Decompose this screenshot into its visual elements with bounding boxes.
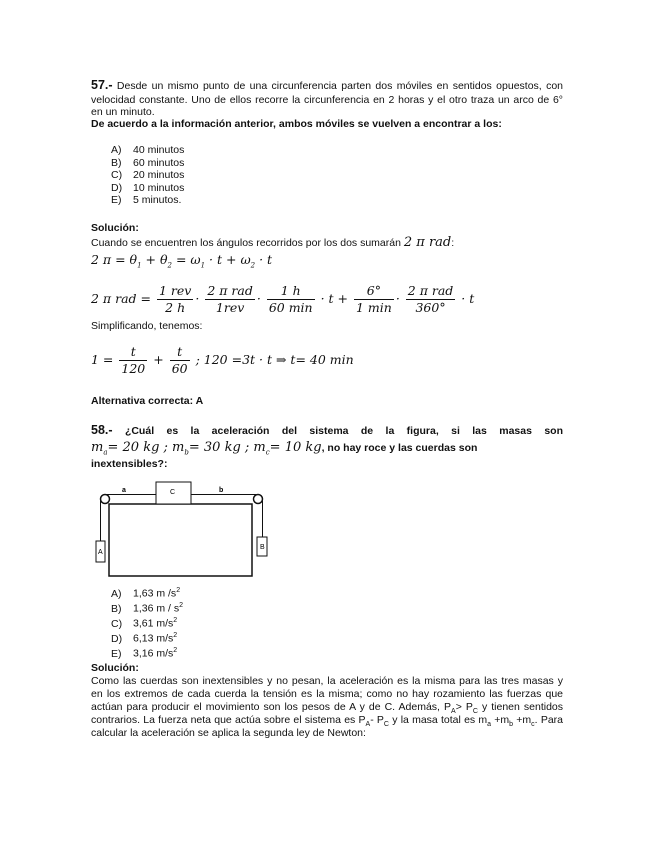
label-block-a: A: [98, 549, 103, 556]
fraction: $\frac{1 h}{60 \min}$: [268, 283, 313, 315]
q58-solution-title: Solución:: [91, 662, 139, 674]
q58-solution-line1: Como las cuerdas son inextensibles y no pesan, la aceleración es la misma para las tres masas y: [91, 675, 563, 687]
left-pulley: [101, 495, 110, 504]
label-rope-a: a: [122, 487, 126, 494]
label-block-b: B: [260, 544, 265, 551]
q57-number: 57.-: [91, 78, 113, 92]
fraction: $\frac{\text{2 π rad}}{\text{1rev}}$: [207, 283, 253, 315]
q57-statement-line1: [91, 79, 563, 93]
fraction: $\frac{t}{120}$: [121, 344, 146, 376]
q57-equation-1: 2 $\pi = \theta_1 + \theta_2 = \omega_1 \cdot t + \omega_2 \cdot t$: [91, 252, 273, 270]
q58-number: 58.-: [91, 423, 113, 437]
q57-simplify-text: Simplificando, tenemos:: [91, 320, 203, 332]
masses-expression: $m_a= 20$ kg ; $m_b= 30$ kg ; $m_c= 10$ kg: [91, 440, 322, 457]
q58-prompt-line3: inextensibles?:: [91, 458, 168, 470]
q58-option-c[interactable]: C) 3,61 $m/s^2$: [111, 617, 178, 630]
q58-solution-line4: contrarios. La fuerza neta que actúa sobre el sistema es $P_A-$ $P_C$ y la masa total es $m_a +m_b +m_c$. Para: [91, 714, 563, 729]
q57-solution-intro: Cuando se encuentren los ángulos recorridos por los dos sumarán 2 π rad:: [91, 235, 455, 250]
q58-options: [111, 585, 183, 660]
q57-option-c[interactable]: C) 20 minutos: [111, 169, 185, 182]
q57-correct-answer: Alternativa correcta: A: [91, 395, 204, 407]
q58-solution-line2: en los extremos de cada cuerda la tensión es la misma; como no hay rozamiento las fuerzas que: [91, 688, 563, 700]
label-block-c: C: [170, 489, 176, 496]
q57-options: [111, 144, 184, 207]
fraction: $\frac{6^\circ}{1 \min}$: [355, 283, 392, 315]
q57-option-d[interactable]: D) 10 minutos: [111, 181, 185, 194]
q57-text-line1: Desde un mismo punto de una circunferencia parten dos móviles en sentidos opuestos, con: [116, 80, 564, 92]
two-pi-rad: 2 π rad: [403, 235, 452, 250]
right-pulley: [254, 495, 263, 504]
fraction: $\frac{\text{2 π rad}}{360^\circ}$: [407, 283, 454, 315]
q57-text-line2: velocidad constante. Uno de ellos recorre la circunferencia en 2 horas y el otro traza un arco de 6°: [91, 94, 563, 106]
q57-equation-3: 1 = $\frac{t}{120}$ + $\frac{t}{60}$ ; 120 =3t · t ⇒ t= 40 min: [91, 344, 354, 376]
q58-option-a[interactable]: A) 1,63 m $/s^2$: [111, 587, 181, 600]
q57-prompt: De acuerdo a la información anterior, ambos móviles se vuelven a encontrar a los:: [91, 118, 502, 130]
fraction: $\frac{t}{60}$: [171, 344, 188, 376]
q57-option-e[interactable]: E) 5 minutos.: [111, 194, 182, 207]
q58-solution-line5: calcular la aceleración se aplica la segunda ley de Newton:: [91, 727, 366, 739]
pulley-system-figure: [92, 478, 274, 582]
q57-equation-2: 2 π rad = $\frac{\text{1 rev}}{2 h}$ · $\frac{\text{2 π rad}}{\text{1rev}}$ · $\frac{1 h}{60 \min}$ · t + $\frac{6^\circ}{1 \min}$ · $\frac{\text{2 π rad}}{360^\circ}$ · t: [91, 283, 475, 315]
q58-option-d[interactable]: D) 6,13 $m/s^2$: [111, 632, 178, 645]
q58-option-b[interactable]: B) 1,36 m / $s^2$: [111, 602, 184, 615]
q58-option-e[interactable]: E) 3,16 $m/s^2$: [111, 647, 178, 660]
table-block: [109, 504, 252, 576]
q57-option-b[interactable]: B) 60 minutos: [111, 156, 185, 169]
q58-solution-line3: actúan para producir el movimiento son los pesos de A y de C. Además, $P_A> P_C$ y tienen sentidos: [91, 701, 563, 716]
fraction: $\frac{\text{1 rev}}{2 h}$: [158, 283, 192, 315]
q57-option-a[interactable]: A) 40 minutos: [111, 144, 185, 156]
q58-prompt-line2: $m_a= 20$ kg ; $m_b= 30$ kg ; $m_c= 10$ kg, no hay roce y las cuerdas son: [91, 440, 478, 457]
q58-prompt-line1: 58.- ¿Cuál es la aceleración del sistema de la figura, si las masas son: [91, 423, 563, 437]
q57-solution-title: Solución:: [91, 222, 139, 234]
q57-text-line3: en un minuto.: [91, 106, 155, 118]
label-rope-b: b: [219, 487, 224, 494]
